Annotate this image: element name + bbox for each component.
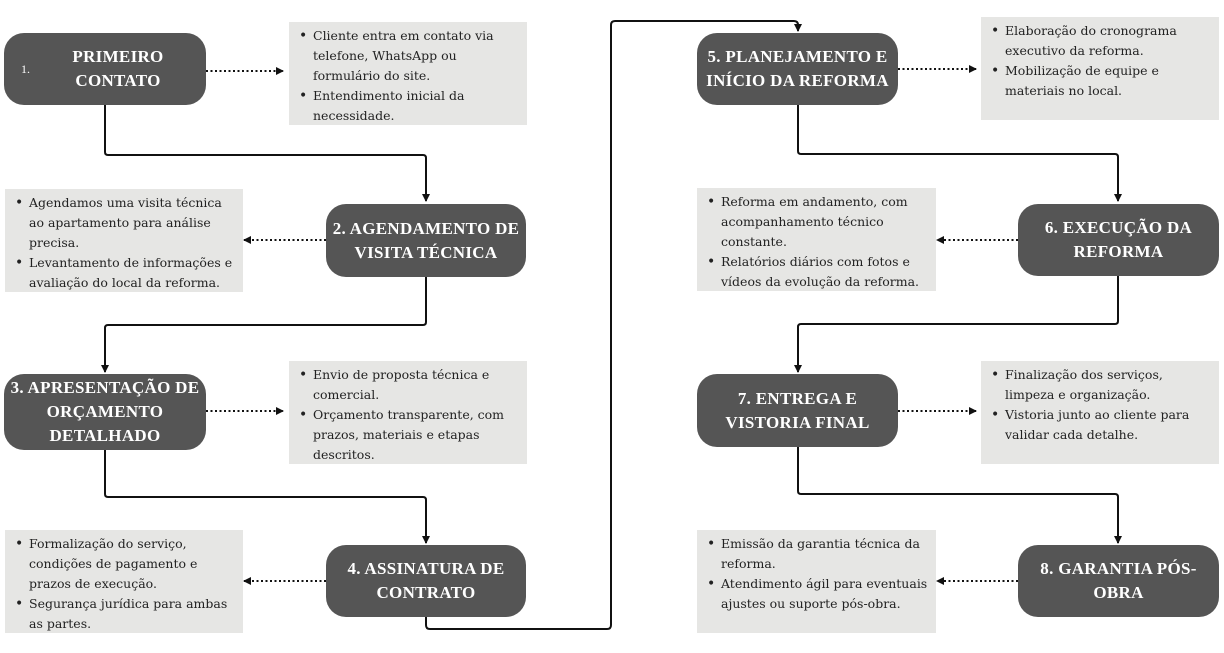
step-7-label: 7. ENTREGA E VISTORIA FINAL — [725, 388, 870, 432]
step-1-detail-1: • Cliente entra em contato via telefone, WhatsApp ou formulário do site. — [297, 26, 521, 86]
step-1-number: 1. — [21, 62, 30, 76]
step-4-label: 4. ASSINATURA DE CONTRATO — [347, 559, 505, 602]
step-6-label: 6. EXECUÇÃO DA REFORMA — [1044, 218, 1193, 261]
step-4-box — [326, 545, 526, 617]
step-1-label: PRIMEIRO CONTATO — [72, 47, 164, 90]
step-1-detail-2: • Entendimento inicial da necessidade. — [297, 86, 521, 126]
step-3-details — [289, 361, 527, 464]
step-6-detail-1: • Reforma em andamento, com acompanhamento técnico constante. — [705, 192, 930, 252]
step-7-detail-1: • Finalização dos serviços, limpeza e organização. — [989, 365, 1213, 405]
step-7-details — [981, 361, 1219, 464]
step-5-details — [981, 17, 1219, 120]
step-1-details — [289, 22, 527, 125]
step-7-box — [697, 374, 898, 447]
step-4-detail-2: • Segurança jurídica para ambas as partes. — [13, 594, 237, 634]
step-6-detail-2: • Relatórios diários com fotos e vídeos da evolução da reforma. — [705, 252, 930, 292]
step-5-box — [697, 33, 898, 105]
step-7-detail-2: • Vistoria junto ao cliente para validar cada detalhe. — [989, 405, 1213, 445]
step-1-box — [4, 33, 206, 105]
step-8-detail-2: • Atendimento ágil para eventuais ajustes ou suporte pós-obra. — [705, 574, 930, 614]
step-3-label: 3. APRESENTAÇÃO DE ORÇAMENTO DETALHADO — [10, 378, 200, 445]
step-3-detail-1: • Envio de proposta técnica e comercial. — [297, 365, 521, 405]
step-5-detail-1: • Elaboração do cronograma executivo da reforma. — [989, 21, 1213, 61]
step-8-details — [697, 530, 936, 633]
step-4-details — [5, 530, 243, 633]
step-8-box — [1018, 545, 1219, 617]
step-2-box — [326, 204, 526, 277]
step-8-label: 8. GARANTIA PÓS-OBRA — [1040, 559, 1197, 602]
step-3-box — [4, 374, 206, 450]
step-5-detail-2: • Mobilização de equipe e materiais no local. — [989, 61, 1213, 101]
step-2-label: 2. AGENDAMENTO DE VISITA TÉCNICA — [332, 218, 520, 262]
step-2-detail-1: • Agendamos uma visita técnica ao apartamento para análise precisa. — [13, 193, 237, 253]
step-5-label: 5. PLANEJAMENTO E INÍCIO DA REFORMA — [706, 47, 889, 90]
step-4-detail-1: • Formalização do serviço, condições de pagamento e prazos de execução. — [13, 534, 237, 594]
step-2-details — [5, 189, 243, 292]
step-3-detail-2: • Orçamento transparente, com prazos, materiais e etapas descritos. — [297, 405, 521, 465]
step-2-detail-2: • Levantamento de informações e avaliação do local da reforma. — [13, 253, 237, 293]
step-6-box — [1018, 204, 1219, 276]
step-6-details — [697, 188, 936, 291]
step-8-detail-1: • Emissão da garantia técnica da reforma. — [705, 534, 930, 574]
